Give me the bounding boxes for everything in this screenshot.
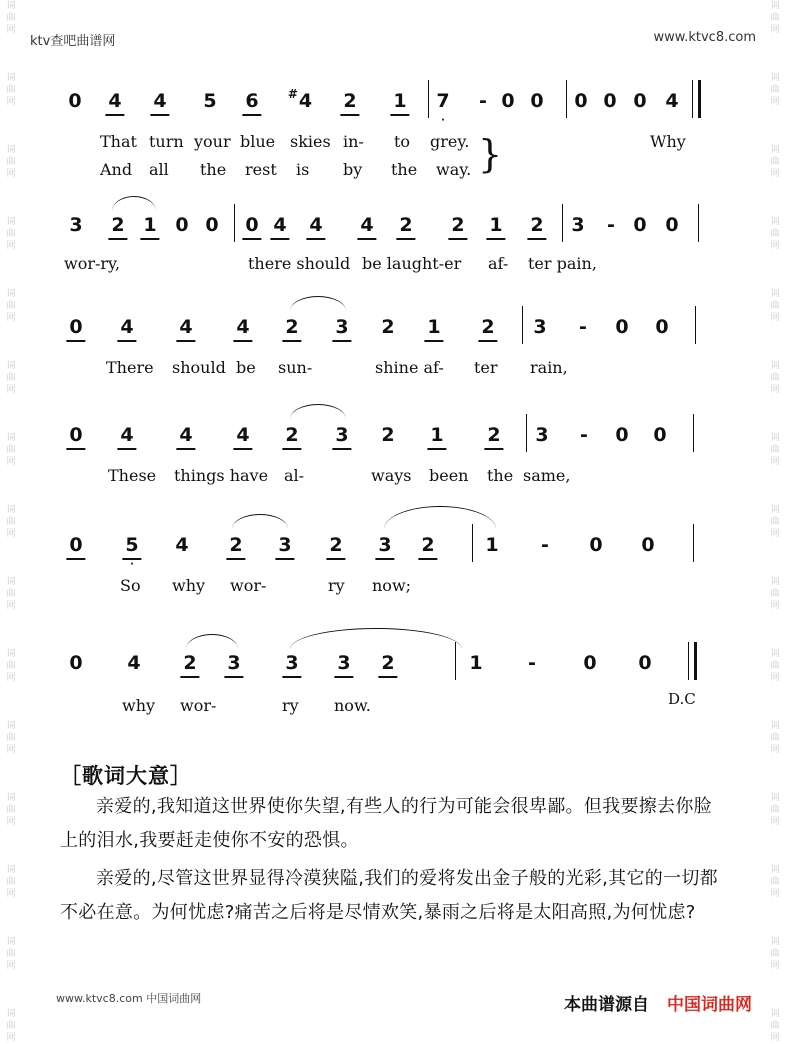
slur bbox=[290, 296, 346, 311]
octave-dot: · bbox=[130, 559, 134, 570]
note: 0 bbox=[638, 652, 652, 674]
note: 3 bbox=[535, 424, 549, 446]
note: 4 bbox=[236, 316, 250, 338]
note: 4 bbox=[309, 214, 323, 236]
note: 0 bbox=[665, 214, 679, 236]
note: 4 bbox=[175, 534, 189, 556]
barline bbox=[522, 306, 523, 344]
note: 3 bbox=[69, 214, 83, 236]
note: 0 bbox=[615, 316, 629, 338]
note-dash: - bbox=[579, 316, 587, 338]
barline bbox=[698, 80, 701, 118]
note: 0 bbox=[583, 652, 597, 674]
barline bbox=[562, 204, 563, 242]
note: 3 bbox=[335, 424, 349, 446]
slur bbox=[384, 506, 496, 529]
note: 0 bbox=[589, 534, 603, 556]
notes-row bbox=[0, 212, 786, 242]
note: 4 bbox=[127, 652, 141, 674]
lyric-word: the bbox=[391, 160, 418, 179]
note-low-octave: 7 · bbox=[436, 88, 449, 114]
note: 0 bbox=[615, 424, 629, 446]
lyric-word: rest bbox=[245, 160, 277, 179]
note-dash: - bbox=[580, 424, 588, 446]
note: 2 bbox=[481, 316, 495, 338]
note: 4 bbox=[179, 316, 193, 338]
barline bbox=[693, 524, 694, 562]
lyric-word: ry bbox=[328, 576, 345, 595]
dc-marking: D.C bbox=[668, 690, 696, 708]
notes-row bbox=[0, 422, 786, 452]
note: 4 bbox=[273, 214, 287, 236]
note-dash: - bbox=[528, 652, 536, 674]
lyric-word: ways bbox=[371, 466, 412, 485]
note: 2 bbox=[329, 534, 343, 556]
verse-brace: } bbox=[478, 132, 503, 176]
note: 3 bbox=[337, 652, 351, 674]
note: 3 bbox=[378, 534, 392, 556]
note: 2 bbox=[381, 316, 395, 338]
note: 3 bbox=[285, 652, 299, 674]
footer-brand: 中国词曲网 bbox=[667, 995, 752, 1015]
slur bbox=[186, 634, 238, 649]
note: 0 bbox=[653, 424, 667, 446]
lyrics-verse-2 bbox=[0, 160, 786, 182]
lyric-word: skies bbox=[290, 132, 331, 151]
lyric-word: things have bbox=[174, 466, 269, 485]
note: 2 bbox=[487, 424, 501, 446]
notes-row bbox=[0, 650, 786, 680]
lyric-word: And bbox=[100, 160, 133, 179]
translation-paragraph-1: 亲爱的,我知道这世界使你失望,有些人的行为可能会很卑鄙。但我要擦去你脸上的泪水,我要赶走使你不安的恐惧。 bbox=[60, 796, 712, 851]
lyric-word: wor-ry, bbox=[64, 254, 121, 273]
site-name-header: ktv查吧曲谱网 bbox=[30, 34, 116, 49]
note-dash: - bbox=[541, 534, 549, 556]
lyric-word: wor- bbox=[230, 576, 267, 595]
footer-source-label: 本曲谱源自 bbox=[564, 995, 649, 1015]
lyric-word: by bbox=[343, 160, 363, 179]
note: 4 bbox=[179, 424, 193, 446]
lyric-word: is bbox=[296, 160, 310, 179]
lyric-word: why bbox=[172, 576, 206, 595]
note: 0 bbox=[69, 316, 83, 338]
lyric-word: These bbox=[108, 466, 157, 485]
note: 4 bbox=[236, 424, 250, 446]
lyric-word: grey. bbox=[430, 132, 470, 151]
note: 2 bbox=[381, 424, 395, 446]
lyric-word: should bbox=[172, 358, 226, 377]
barline bbox=[428, 80, 429, 118]
lyric-word: all bbox=[149, 160, 169, 179]
lyric-word: wor- bbox=[180, 696, 217, 715]
lyric-word: blue bbox=[240, 132, 276, 151]
note: 0 bbox=[633, 90, 647, 112]
note-low-octave: 5 · bbox=[125, 532, 138, 558]
lyric-word: al- bbox=[284, 466, 305, 485]
note: 0 bbox=[69, 534, 83, 556]
note: 2 bbox=[451, 214, 465, 236]
note: 4 bbox=[120, 424, 134, 446]
note: 0 bbox=[245, 214, 259, 236]
barline bbox=[695, 306, 696, 344]
octave-dot: · bbox=[441, 115, 445, 126]
note: 1 bbox=[393, 90, 407, 112]
lyric-word: why bbox=[122, 696, 156, 715]
note: 1 bbox=[469, 652, 483, 674]
lyrics-row bbox=[0, 576, 786, 598]
note: 1 bbox=[143, 214, 157, 236]
note: 0 bbox=[603, 90, 617, 112]
note: 4 bbox=[153, 90, 167, 112]
note: 4 bbox=[665, 90, 679, 112]
note: 0 bbox=[574, 90, 588, 112]
lyric-word: shine af- bbox=[375, 358, 444, 377]
lyric-word: turn bbox=[149, 132, 184, 151]
note: 2 bbox=[421, 534, 435, 556]
note: 1 bbox=[489, 214, 503, 236]
note: 0 bbox=[641, 534, 655, 556]
lyric-word: af- bbox=[488, 254, 509, 273]
note: 1 bbox=[427, 316, 441, 338]
note: 2 bbox=[285, 424, 299, 446]
slur bbox=[232, 514, 288, 529]
barline bbox=[472, 524, 473, 562]
barline bbox=[234, 204, 235, 242]
note: 3 bbox=[227, 652, 241, 674]
lyric-word: same, bbox=[523, 466, 571, 485]
lyric-word: That bbox=[100, 132, 137, 151]
lyric-word: in- bbox=[343, 132, 364, 151]
note: 0 bbox=[175, 214, 189, 236]
note: 2 bbox=[399, 214, 413, 236]
note: 3 bbox=[335, 316, 349, 338]
note: 3 bbox=[571, 214, 585, 236]
note: 0 bbox=[69, 652, 83, 674]
footer-url: www.ktvc8.com 中国词曲网 bbox=[56, 992, 202, 1005]
lyric-word: sun- bbox=[278, 358, 313, 377]
slur bbox=[112, 196, 156, 211]
note: 0 bbox=[655, 316, 669, 338]
note-dash: - bbox=[607, 214, 615, 236]
note: 2 bbox=[343, 90, 357, 112]
slur bbox=[290, 628, 462, 649]
edge-watermark-right: 词 曲 网 词 曲 网 词 曲 网 词 曲 网 词 曲 网 词 曲 网 词 曲 网 词 曲 网 词 曲 网 词 曲 网 词 曲 网 词 曲 网 词 曲 网 词 曲 网 词 曲 网 bbox=[770, 1, 780, 1043]
note: 3 bbox=[278, 534, 292, 556]
footer-source bbox=[564, 990, 752, 1015]
lyric-word: way. bbox=[436, 160, 472, 179]
note: 0 bbox=[205, 214, 219, 236]
note: 4 bbox=[108, 90, 122, 112]
slur bbox=[290, 404, 346, 419]
note: 2 bbox=[285, 316, 299, 338]
lyric-word: been bbox=[429, 466, 469, 485]
note: 0 bbox=[633, 214, 647, 236]
translation-title: ［歌词大意］ bbox=[60, 764, 192, 788]
note: 2 bbox=[111, 214, 125, 236]
lyric-word: now; bbox=[372, 576, 412, 595]
lyrics-verse-1 bbox=[0, 132, 786, 154]
note-dash: - bbox=[479, 90, 487, 112]
lyric-word: ry bbox=[282, 696, 299, 715]
note: 2 bbox=[381, 652, 395, 674]
lyric-word: there should bbox=[248, 254, 351, 273]
note: 6 bbox=[245, 90, 259, 112]
note: 4 bbox=[360, 214, 374, 236]
note: 4 bbox=[120, 316, 134, 338]
lyric-word: There bbox=[106, 358, 154, 377]
lyrics-row bbox=[0, 358, 786, 380]
barline bbox=[698, 204, 699, 242]
lyric-word: your bbox=[194, 132, 231, 151]
note: 2 bbox=[530, 214, 544, 236]
lyrics-row bbox=[0, 466, 786, 488]
note-sharp: #4 bbox=[287, 87, 313, 112]
final-barline bbox=[694, 642, 697, 680]
note: 0 bbox=[68, 90, 82, 112]
barline bbox=[566, 80, 567, 118]
note: 1 bbox=[485, 534, 499, 556]
note: 0 bbox=[530, 90, 544, 112]
lyric-word: the bbox=[200, 160, 227, 179]
barline bbox=[693, 414, 694, 452]
lyrics-row bbox=[0, 254, 786, 276]
lyric-word: now. bbox=[334, 696, 371, 715]
edge-watermark-left: 词 曲 网 词 曲 网 词 曲 网 词 曲 网 词 曲 网 词 曲 网 词 曲 网 词 曲 网 词 曲 网 词 曲 网 词 曲 网 词 曲 网 词 曲 网 词 曲 网 词 曲 网 bbox=[6, 1, 16, 1043]
note: 1 bbox=[430, 424, 444, 446]
site-url-header: www.ktvc8.com bbox=[653, 30, 756, 45]
lyric-word: So bbox=[120, 576, 141, 595]
lyric-word: ter pain, bbox=[528, 254, 597, 273]
note: 2 bbox=[183, 652, 197, 674]
lyric-word: to bbox=[394, 132, 411, 151]
barline bbox=[455, 642, 456, 680]
notes-row bbox=[0, 314, 786, 344]
lyric-word: be laught-er bbox=[362, 254, 462, 273]
notes-row bbox=[0, 87, 786, 126]
translation-paragraph-2: 亲爱的,尽管这世界显得冷漠狭隘,我们的爱将发出金子般的光彩,其它的一切都不必在意。为何忧虑?痛苦之后将是尽情欢笑,暴雨之后将是太阳高照,为何忧虑? bbox=[60, 868, 718, 923]
lyric-word: Why bbox=[650, 132, 686, 151]
lyric-word: be bbox=[236, 358, 256, 377]
notes-row bbox=[0, 532, 786, 570]
barline bbox=[526, 414, 527, 452]
lyric-word: ter bbox=[474, 358, 498, 377]
note: 0 bbox=[69, 424, 83, 446]
note: 3 bbox=[533, 316, 547, 338]
note: 2 bbox=[229, 534, 243, 556]
note: 5 bbox=[203, 90, 217, 112]
lyric-word: rain, bbox=[530, 358, 568, 377]
note: 0 bbox=[501, 90, 515, 112]
lyric-word: the bbox=[487, 466, 514, 485]
